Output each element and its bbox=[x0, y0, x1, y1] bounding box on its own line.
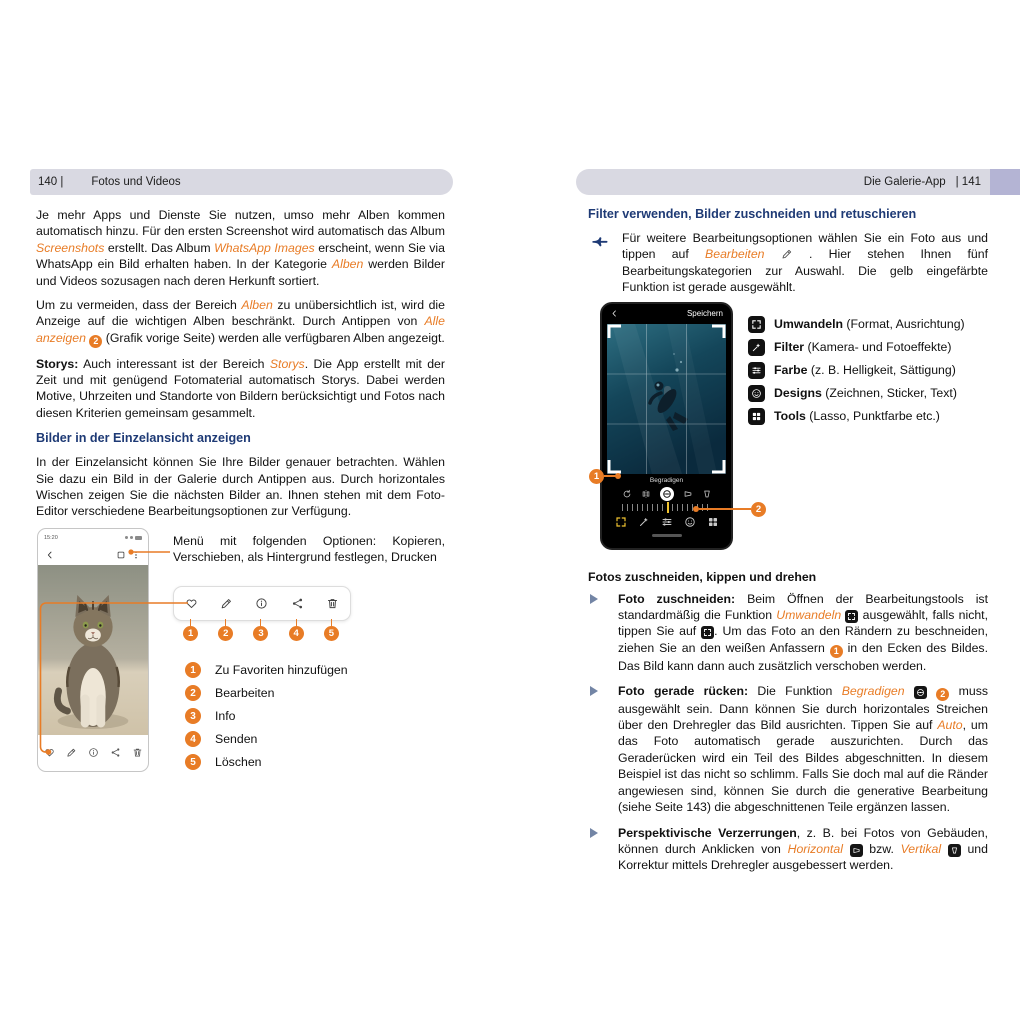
heading-filter: Filter verwenden, Bilder zuschneiden und retuschieren bbox=[588, 207, 917, 221]
share-icon[interactable] bbox=[291, 597, 304, 610]
toolbar-numbers bbox=[173, 619, 349, 641]
editor-panel bbox=[602, 474, 731, 548]
marker-4: 4 bbox=[289, 619, 304, 641]
back-chevron-icon[interactable] bbox=[45, 550, 55, 560]
vertical-icon[interactable] bbox=[702, 489, 712, 499]
phone-screenshot-gallery bbox=[37, 528, 149, 772]
category-item: Farbe (z. B. Helligkeit, Sättigung) bbox=[748, 359, 965, 382]
paragraph-einzelansicht: In der Einzelansicht können Sie Ihre Bilder genauer betrachten. Wählen Sie dazu ein Bild in der Galerie durch Antippen aus. Durch horizontales Wischen zeigen Sie die nächsten Bilder an. Ihnen stehen mit dem Foto-Editor verschiedene Bearbeitungsoptionen zur Verfügung. bbox=[36, 455, 445, 519]
figure-editor bbox=[588, 302, 988, 556]
header-accent-block bbox=[990, 169, 1020, 195]
marker-2: 2 bbox=[218, 619, 233, 641]
intro-block bbox=[588, 230, 988, 296]
transform-tools-row bbox=[622, 487, 712, 501]
section-title-left: Fotos und Videos bbox=[91, 176, 181, 188]
favorite-heart-icon[interactable] bbox=[44, 747, 55, 758]
color-icon bbox=[748, 362, 765, 379]
save-button[interactable]: Speichern bbox=[686, 309, 723, 319]
figure-legend bbox=[185, 659, 348, 774]
transform-icon[interactable] bbox=[615, 516, 627, 528]
paragraph-albums: Je mehr Apps und Dienste Sie nutzen, umso mehr Alben kommen automatisch hinzu. Für den ersten Screenshot wird automatisch das Album Screenshots erstellt. Das Album WhatsApp Images erscheint, wenn Sie via WhatsApp ein Bild erhalten haben. In der Kategorie Alben werden Bilder und Videos sozusagen nach deren Herkunft sortiert. bbox=[36, 208, 445, 288]
legend-item: 4 Senden bbox=[185, 728, 348, 751]
category-item: Designs (Zeichnen, Sticker, Text) bbox=[748, 382, 965, 405]
designs-icon[interactable] bbox=[684, 516, 696, 528]
legend-item: 5 Löschen bbox=[185, 751, 348, 774]
left-page-header bbox=[30, 169, 453, 195]
bullet-zuschneiden: Foto zuschneiden: Beim Öffnen der Bearbeitungstools ist standardmäßig die Funktion Umwandeln ausgewählt, falls nicht, tippen Sie auf . Um das Foto an den Rändern zu beschneiden, ziehen Sie an den weißen Anfassern 1 in den Ecken des Bildes. Das Bild kann dann auch zusätzlich verschoben werden. bbox=[588, 591, 988, 674]
edit-pencil-icon[interactable] bbox=[66, 747, 77, 758]
category-legend bbox=[748, 313, 965, 428]
menu-callout-text: Menü mit folgenden Optionen: Kopieren, Verschieben, als Hintergrund festlegen, Drucken bbox=[173, 533, 445, 565]
back-chevron-icon[interactable] bbox=[610, 309, 619, 318]
filter-icon[interactable] bbox=[638, 516, 650, 528]
transform-icon bbox=[701, 626, 714, 639]
tools-icon[interactable] bbox=[707, 516, 719, 528]
photo-toolbar bbox=[38, 735, 148, 771]
bullet-perspektive: Perspektivische Verzerrungen, z. B. bei Fotos von Gebäuden, können durch Anklicken von Horizontal bzw. Vertikal und Korrektur mittels Drehregler ausgebessert werden. bbox=[588, 825, 988, 874]
phone-status-bar bbox=[38, 529, 148, 545]
battery-icon bbox=[135, 536, 142, 540]
page-number-right: | 141 bbox=[955, 176, 981, 188]
figure-badge-1: 1 bbox=[589, 469, 604, 484]
status-time: 15:20 bbox=[44, 534, 58, 541]
hand-pointer-icon bbox=[588, 233, 612, 252]
legend-item: 2 Bearbeiten bbox=[185, 682, 348, 705]
color-icon[interactable] bbox=[661, 516, 673, 528]
horizontal-icon[interactable] bbox=[683, 489, 693, 499]
page-number-left: 140 | bbox=[38, 176, 64, 188]
bullet-gerade-ruecken: Foto gerade rücken: Die Funktion Begradigen 2 muss ausgewählt sein. Dann können Sie durch horizontales Streichen über den Drehregler das Bild ausrichten. Tippen Sie auf Auto, um das Foto automatisch gerade auszurichten. Durch das Geraderücken wird ein Teil des Bildes abgeschnitten. In diesem Beispiel ist das nicht so schlimm. Falls Sie doch mal auf die Ränder angewiesen sind, können Sie durch die generative Bearbeitung (siehe Seite 143) die abgeschnittenen Teile ergänzen lassen. bbox=[588, 683, 988, 816]
category-bar bbox=[615, 516, 719, 528]
edit-pencil-icon[interactable] bbox=[220, 597, 233, 610]
more-vert-icon[interactable] bbox=[131, 550, 141, 560]
cat-photo bbox=[38, 565, 148, 735]
filter-icon bbox=[748, 339, 765, 356]
share-icon[interactable] bbox=[110, 747, 121, 758]
edit-pencil-icon bbox=[781, 248, 793, 260]
straighten-icon[interactable] bbox=[660, 487, 674, 501]
right-page-content bbox=[588, 207, 988, 883]
delete-trash-icon[interactable] bbox=[132, 747, 143, 758]
figure-badge-2: 2 bbox=[751, 502, 766, 517]
bullet-arrow-icon bbox=[590, 828, 598, 838]
right-page-header bbox=[576, 169, 1020, 195]
straighten-icon bbox=[914, 686, 927, 699]
paragraph-alle-anzeigen: Um zu vermeiden, dass der Bereich Alben zu unübersichtlich ist, wird die Anzeige auf die wichtigen Alben beschränkt. Durch Antippen von Alle anzeigen 2 (Grafik vorige Seite) werden alle verfügbaren Alben angezeigt. bbox=[36, 298, 445, 346]
paragraph-storys: Storys: Auch interessant ist der Bereich Storys. Die App erstellt mit der Zeit und mit genügend Fotomaterial automatisch Storys. Dabei werden Motive, Uhrzeiten und Standorte von Bildern berücksichtigt und Fotos nach diesen Kriterien gemeinsam gesammelt. bbox=[36, 356, 445, 420]
tools-icon bbox=[748, 408, 765, 425]
rotate-icon[interactable] bbox=[622, 489, 632, 499]
legend-item: 3 Info bbox=[185, 705, 348, 728]
phone-screenshot-editor bbox=[600, 302, 733, 550]
category-item: Umwandeln (Format, Ausrichtung) bbox=[748, 313, 965, 336]
bullet-arrow-icon bbox=[590, 594, 598, 604]
category-item: Filter (Kamera- und Fotoeffekte) bbox=[748, 336, 965, 359]
delete-trash-icon[interactable] bbox=[326, 597, 339, 610]
transform-icon bbox=[845, 610, 858, 623]
marker-5: 5 bbox=[324, 619, 339, 641]
heading-einzelansicht: Bilder in der Einzelansicht anzeigen bbox=[36, 431, 251, 446]
horizontal-icon bbox=[850, 844, 863, 857]
section-title-right: Die Galerie-App bbox=[863, 176, 946, 188]
legend-item: 1 Zu Favoriten hinzufügen bbox=[185, 659, 348, 682]
marker-1: 1 bbox=[183, 619, 198, 641]
vertical-icon bbox=[948, 844, 961, 857]
intro-paragraph: Für weitere Bearbeitungsoptionen wählen Sie ein Foto aus und tippen auf Bearbeiten . Hier stehen Ihnen fünf Bearbeitungskategorien zur Auswahl. Die gelb eingefärbte Funktion ist gerade ausgewählt. bbox=[622, 231, 989, 295]
info-icon[interactable] bbox=[255, 597, 268, 610]
transform-icon bbox=[748, 316, 765, 333]
tool-label: Begradigen bbox=[649, 476, 684, 484]
favorite-heart-icon[interactable] bbox=[185, 597, 198, 610]
subheading-zuschneiden: Fotos zuschneiden, kippen und drehen bbox=[588, 569, 817, 584]
badge-2-line bbox=[699, 508, 751, 510]
diver-photo bbox=[607, 324, 726, 474]
figure-single-view bbox=[36, 528, 445, 780]
category-item: Tools (Lasso, Punktfarbe etc.) bbox=[748, 405, 965, 428]
status-icons bbox=[125, 536, 142, 540]
info-icon[interactable] bbox=[88, 747, 99, 758]
bullet-arrow-icon bbox=[590, 686, 598, 696]
toolbar-card bbox=[173, 586, 351, 621]
flip-icon[interactable] bbox=[641, 489, 651, 499]
phone-nav-bar bbox=[38, 545, 148, 565]
home-indicator bbox=[652, 534, 682, 537]
frame-icon[interactable] bbox=[116, 550, 126, 560]
editor-top-bar bbox=[602, 304, 731, 324]
marker-3: 3 bbox=[253, 619, 268, 641]
left-page-content bbox=[36, 207, 445, 780]
designs-icon bbox=[748, 385, 765, 402]
